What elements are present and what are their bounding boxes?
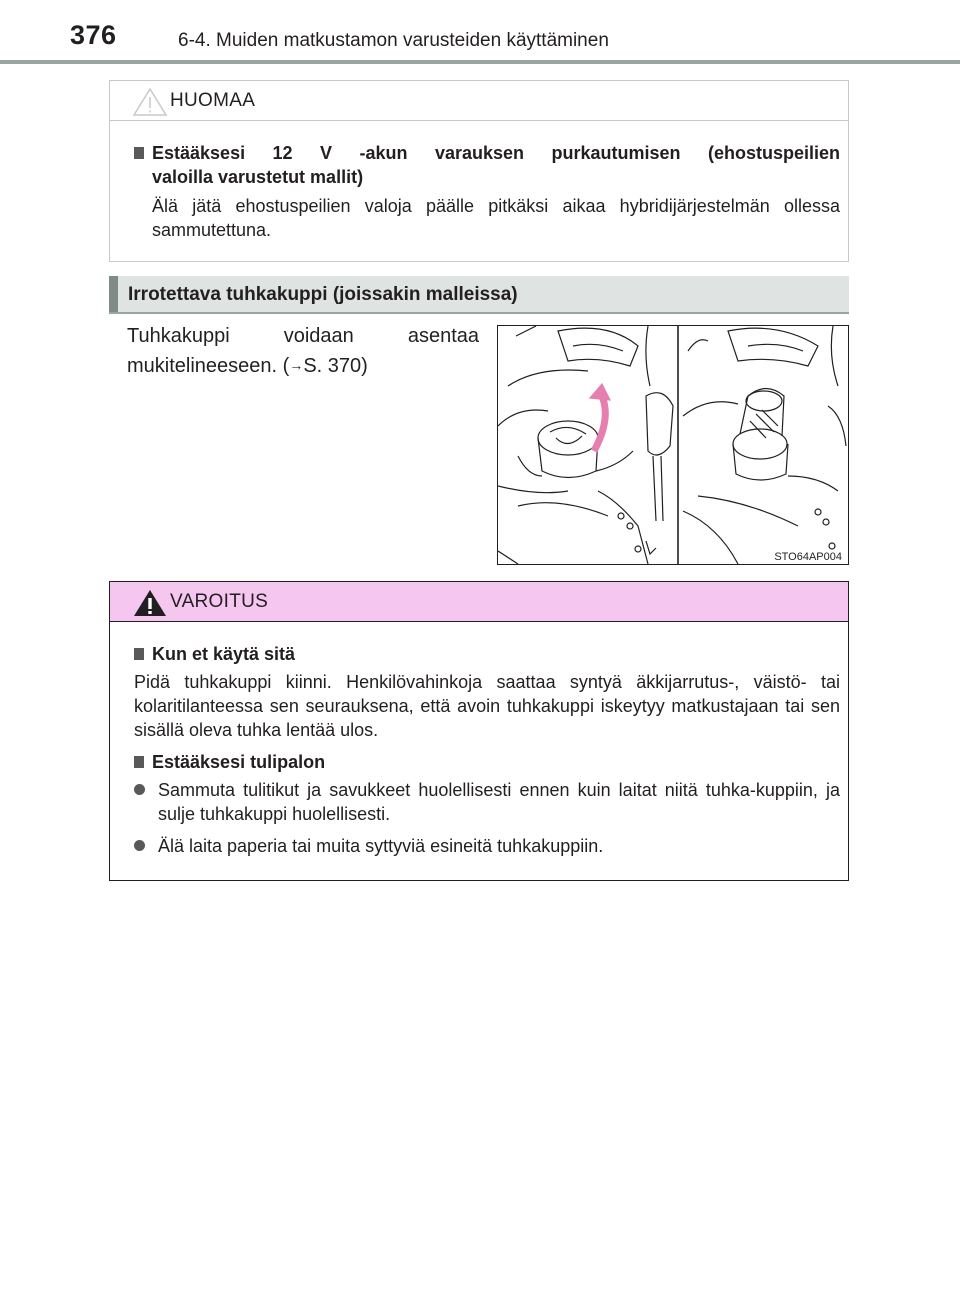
warning-box xyxy=(109,581,849,881)
notice-header xyxy=(110,81,848,121)
warning-bullet-2: Älä laita paperia tai muita syttyviä esineitä tuhkakuppiin. xyxy=(134,834,840,858)
square-bullet-icon xyxy=(134,147,144,159)
warning-bullet-1: Sammuta tulitikut ja savukkeet huolellisesti ennen kuin laitat niitä tuhka-kuppiin, ja sulje tuhkakuppi huolellisesti. xyxy=(134,778,840,826)
figure-code: STO64AP004 xyxy=(774,551,842,563)
ashtray-illustration xyxy=(497,325,849,565)
ashtray-drawing xyxy=(498,326,848,564)
notice-item-title-line1: Estääksesi 12 V -akun varauksen purkautumisen (ehostuspeilien xyxy=(134,141,840,165)
round-bullet-icon xyxy=(134,840,145,851)
notice-box xyxy=(109,80,849,262)
square-bullet-icon xyxy=(134,648,144,660)
banner-accent-bar xyxy=(109,276,118,312)
arrow-icon: → xyxy=(289,357,304,373)
section-heading: Irrotettava tuhkakuppi (joissakin malleissa) xyxy=(128,284,518,305)
warning-label: VAROITUS xyxy=(170,591,269,612)
notice-item-title-line2: valoilla varustetut mallit) xyxy=(152,167,364,187)
notice-item-text: Älä jätä ehostuspeilien valoja päälle pitkäksi aikaa hybridijärjestelmän ollessa sammutettuna. xyxy=(152,196,840,240)
page-number: 376 xyxy=(70,20,117,50)
section-body: Tuhkakuppi voidaan asentaa mukitelineeseen. (→S. 370) xyxy=(127,325,479,377)
warning-header xyxy=(110,582,848,622)
notice-label: HUOMAA xyxy=(170,90,256,111)
warning-item2-title: Estääksesi tulipalon xyxy=(134,750,325,774)
header-rule xyxy=(0,60,960,64)
warning-item1-title: Kun et käytä sitä xyxy=(134,642,295,666)
caution-triangle-icon xyxy=(132,87,168,117)
page-header xyxy=(0,0,960,66)
section-banner xyxy=(109,276,849,314)
warning-triangle-icon xyxy=(132,588,168,618)
chapter-title: 6-4. Muiden matkustamon varusteiden käyttäminen xyxy=(178,30,609,51)
square-bullet-icon xyxy=(134,756,144,768)
round-bullet-icon xyxy=(134,784,145,795)
warning-item1-text: Pidä tuhkakuppi kiinni. Henkilövahinkoja saattaa syntyä äkkijarrutus-, väistö- tai kolaritilanteessa sen seurauksena, että avoin tuhkakuppi iskeytyy matkustajaan tai sen sisällä oleva tuhka lentää ulos. xyxy=(134,672,840,740)
